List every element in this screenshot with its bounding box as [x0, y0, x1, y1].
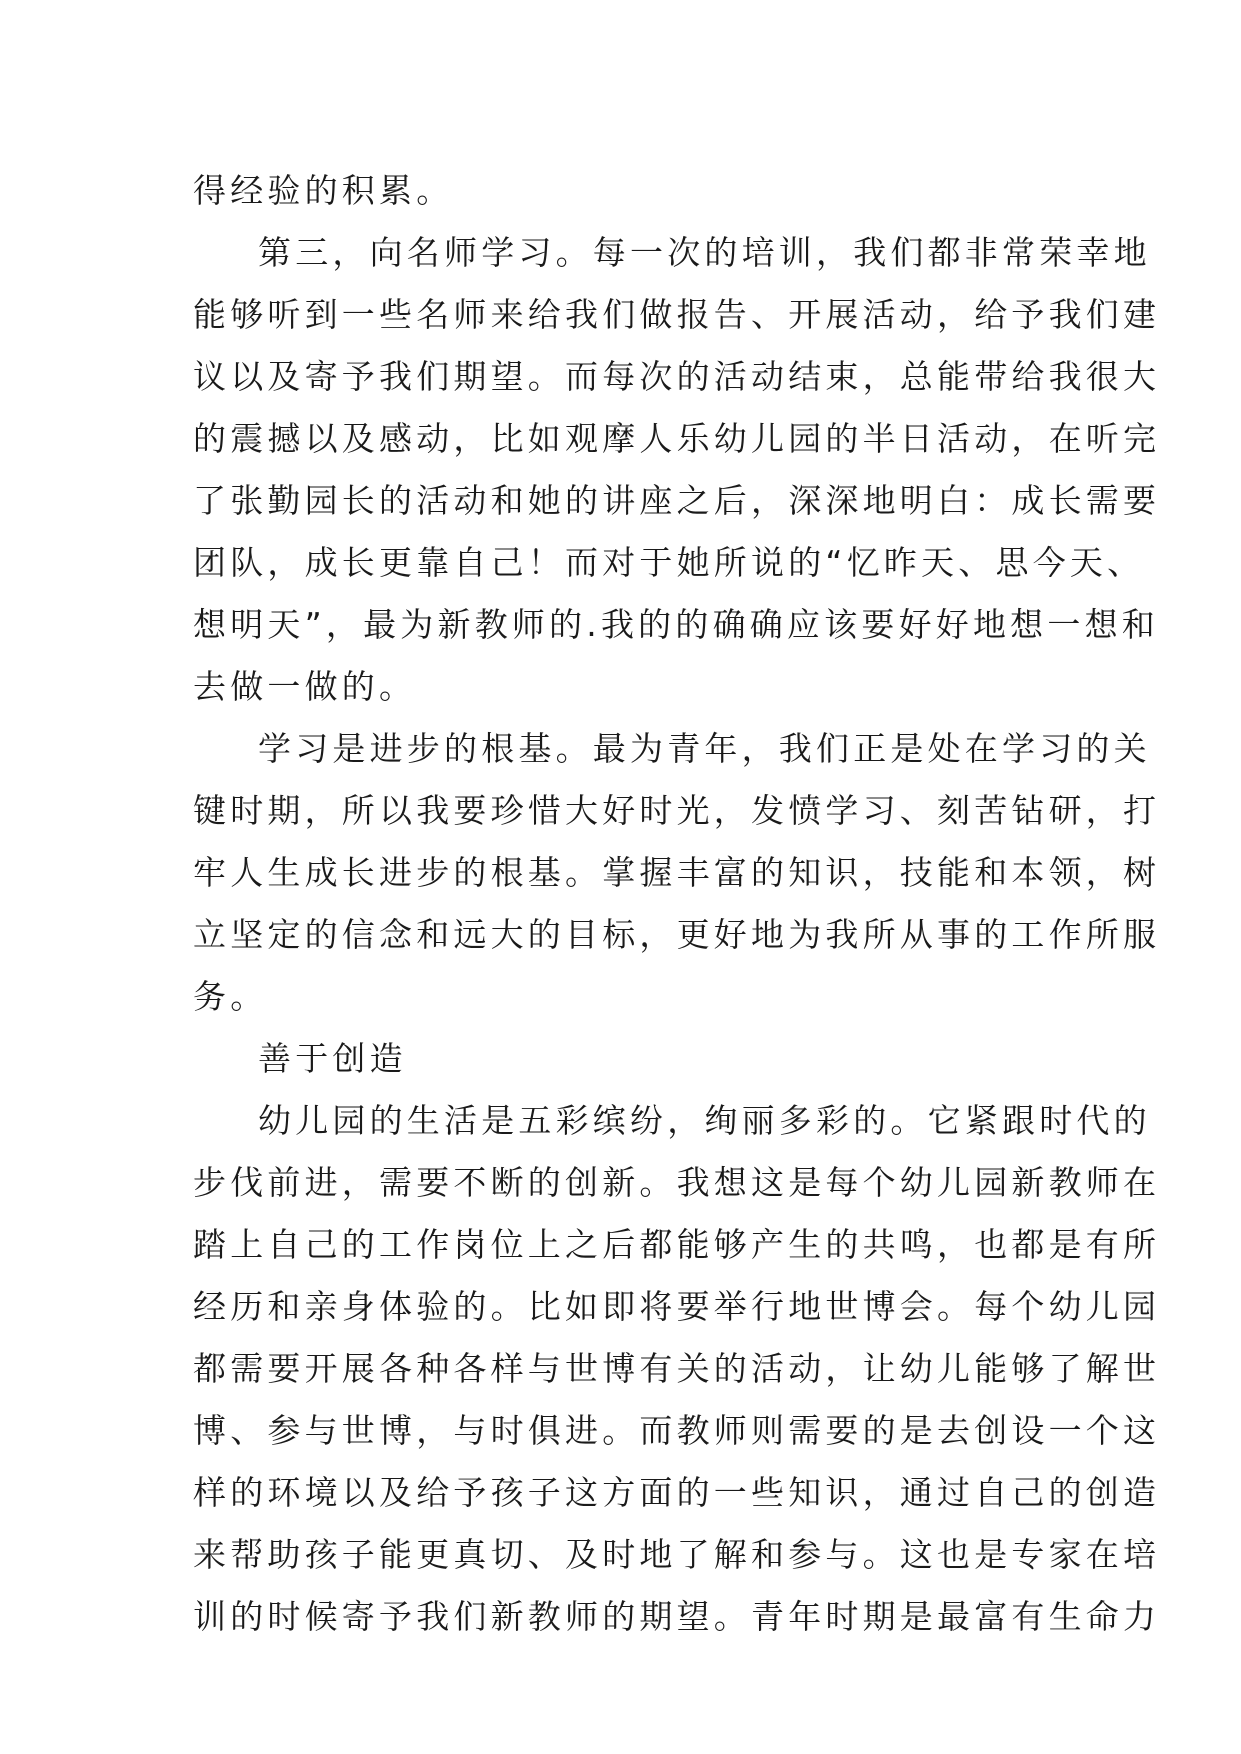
- text-line: 能够听到一些名师来给我们做报告、开展活动，给予我们建: [193, 295, 1161, 334]
- text-line: 去做一做的。: [193, 667, 417, 706]
- text-line: 议以及寄予我们期望。而每次的活动结束，总能带给我很大: [193, 357, 1161, 396]
- text-line: 踏上自己的工作岗位上之后都能够产生的共鸣，也都是有所: [193, 1225, 1161, 1264]
- text-line: 得经验的积累。: [193, 171, 454, 210]
- text-line: 了张勤园长的活动和她的讲座之后，深深地明白：成长需要: [193, 481, 1161, 520]
- text-line: 博、参与世博，与时俱进。而教师则需要的是去创设一个这: [193, 1411, 1161, 1450]
- text-line: 都需要开展各种各样与世博有关的活动，让幼儿能够了解世: [193, 1349, 1161, 1388]
- paragraph-first-line: 学习是进步的根基。最为青年，我们正是处在学习的关: [258, 729, 1151, 768]
- text-line: 来帮助孩子能更真切、及时地了解和参与。这也是专家在培: [193, 1535, 1161, 1574]
- text-line: 训的时候寄予我们新教师的期望。青年时期是最富有生命力: [193, 1597, 1161, 1636]
- document-body: [193, 160, 1161, 1648]
- text-line: 的震撼以及感动，比如观摩人乐幼儿园的半日活动，在听完: [193, 419, 1161, 458]
- text-line: 想明天”，最为新教师的.我的的确确应该要好好地想一想和: [193, 605, 1159, 644]
- text-line: 牢人生成长进步的根基。掌握丰富的知识，技能和本领，树: [193, 853, 1161, 892]
- text-line: 样的环境以及给予孩子这方面的一些知识，通过自己的创造: [193, 1473, 1161, 1512]
- section-heading: 善于创造: [258, 1039, 407, 1078]
- paragraph-first-line: 幼儿园的生活是五彩缤纷，绚丽多彩的。它紧跟时代的: [258, 1101, 1151, 1140]
- paragraph-first-line: 第三，向名师学习。每一次的培训，我们都非常荣幸地: [258, 233, 1151, 272]
- text-line: 团队，成长更靠自己！而对于她所说的“忆昨天、思今天、: [193, 543, 1145, 582]
- text-line: 经历和亲身体验的。比如即将要举行地世博会。每个幼儿园: [193, 1287, 1161, 1326]
- text-line: 务。: [193, 977, 268, 1016]
- text-line: 步伐前进，需要不断的创新。我想这是每个幼儿园新教师在: [193, 1163, 1161, 1202]
- text-line: 键时期，所以我要珍惜大好时光，发愤学习、刻苦钻研，打: [193, 791, 1161, 830]
- text-line: 立坚定的信念和远大的目标，更好地为我所从事的工作所服: [193, 915, 1161, 954]
